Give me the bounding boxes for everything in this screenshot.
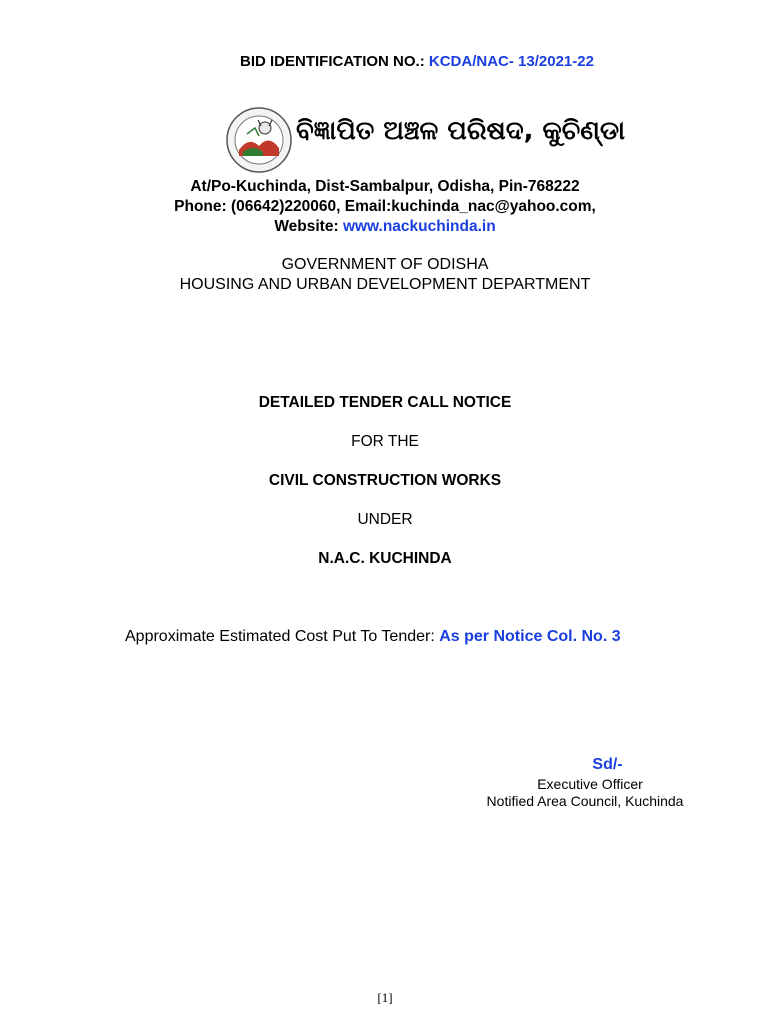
tender-works: CIVIL CONSTRUCTION WORKS [268, 472, 502, 489]
tender-title: DETAILED TENDER CALL NOTICE [258, 394, 512, 411]
bid-identification-line [240, 53, 594, 70]
page-number: [1] [377, 990, 393, 1005]
signatory-office: Notified Area Council, Kuchinda [486, 793, 684, 809]
council-seal-logo [225, 106, 293, 174]
bid-identification-label: BID IDENTIFICATION NO.: [240, 53, 429, 70]
organization-phone-email: Phone: (06642)220060, Email:kuchinda_nac@yahoo.com, [174, 198, 596, 215]
estimated-cost-value: As per Notice Col. No. 3 [439, 628, 621, 645]
organization-name-odia: ବିଜ୍ଞାପିତ ଅଞ୍ଚଳ ପରିଷଦ, କୁଚିଣ୍ଡା [296, 116, 626, 146]
signature-sd: Sd/- [592, 756, 623, 773]
government-name: GOVERNMENT OF ODISHA [281, 256, 489, 273]
tender-for-the: FOR THE [351, 433, 419, 450]
tender-issuing-body: N.A.C. KUCHINDA [318, 550, 452, 567]
signature-block [470, 756, 700, 809]
organization-address: At/Po-Kuchinda, Dist-Sambalpur, Odisha, Pin-768222 [190, 178, 580, 195]
estimated-cost-label: Approximate Estimated Cost Put To Tender: [125, 628, 440, 645]
department-name: HOUSING AND URBAN DEVELOPMENT DEPARTMENT [179, 276, 591, 293]
website-link[interactable]: www.nackuchinda.in [342, 218, 496, 235]
organization-website-line [0, 218, 770, 236]
bid-identification-number: KCDA/NAC- 13/2021-22 [428, 53, 594, 70]
signatory-designation: Executive Officer [537, 776, 643, 792]
website-label: Website: [274, 218, 343, 235]
estimated-cost-line [125, 628, 621, 646]
tender-under: UNDER [357, 511, 413, 528]
